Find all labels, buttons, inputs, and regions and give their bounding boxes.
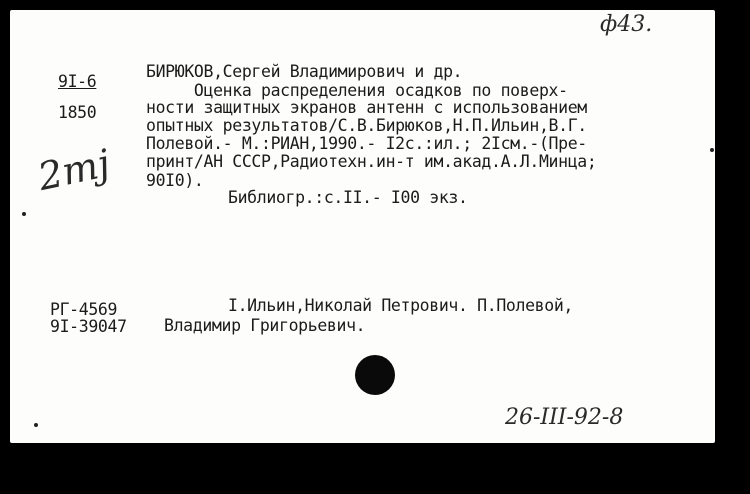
tracings-line-2: Владимир Григорьевич. [164,316,366,335]
ink-speck [22,212,26,216]
entry-line-1: БИРЮКОВ,Сергей Владимирович и др. [146,62,463,81]
entry-line-2: Оценка распределения осадков по поверх- [146,81,568,100]
code-rg: РГ-4569 [50,300,118,319]
handwritten-margin-note: 2mj [34,140,114,200]
call-number-year: 1850 [58,103,97,122]
entry-line-5: Полевой.- М.:РИАН,1990.- I2с.:ил.; 2Iсм.-(Пре- [146,134,587,153]
tracings-line-1: I.Ильин,Николай Петрович. П.Полевой, [228,296,574,315]
punch-hole [355,355,395,395]
handwritten-date: 26-III-92-8 [505,405,624,430]
entry-line-4: опытных результатов/С.В.Бирюков,Н.П.Ильин,В.Г. [146,116,587,135]
bibliography-note: Библиогр.:с.II.- I00 экз. [228,188,468,207]
entry-line-3: ности защитных экранов антенн с использованием [146,98,587,117]
entry-line-6: принт/АН СССР,Радиотехн.ин-т им.акад.А.Л.Минца; [146,152,597,171]
stamp-number: ф43. [600,12,653,37]
ink-speck [710,148,714,152]
code-registry: 9I-39047 [50,317,127,336]
entry-line-7: 90I0). [146,171,204,190]
ink-speck [34,423,38,427]
call-number-top: 9I-6 [58,72,97,91]
